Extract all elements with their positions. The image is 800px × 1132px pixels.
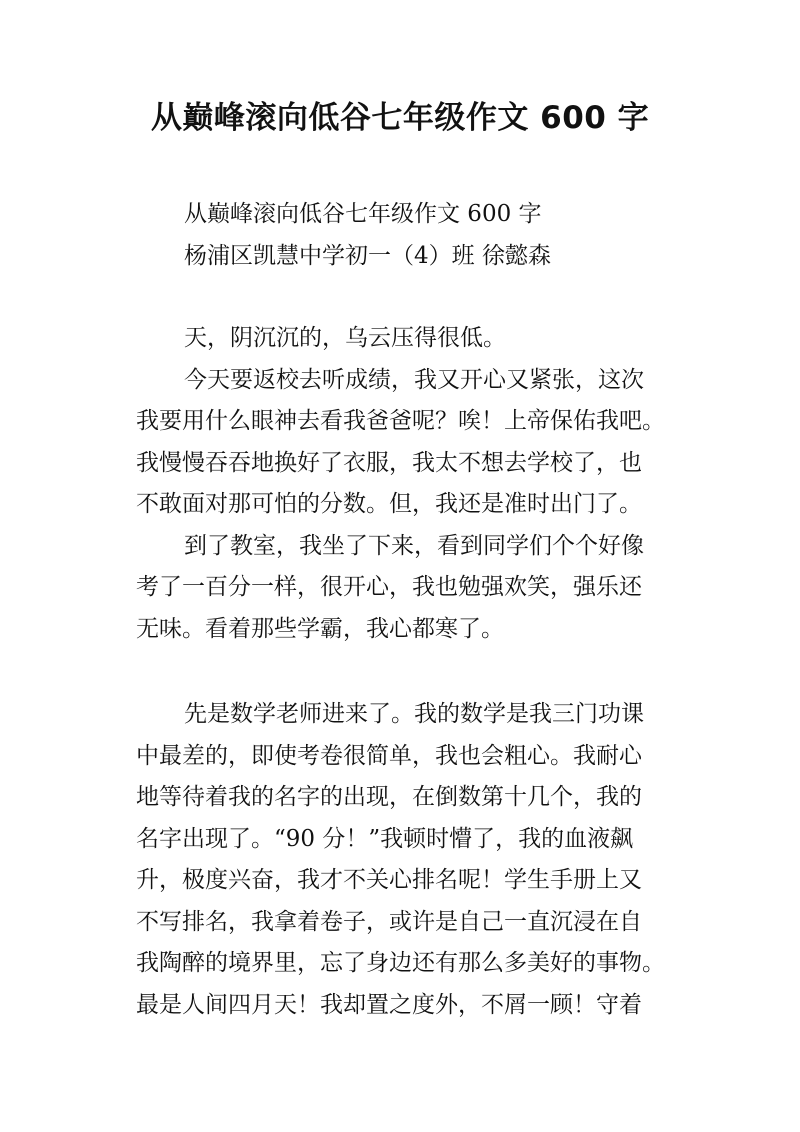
text-line: 地等待着我的名字的出现，在倒数第十几个，我的 xyxy=(136,784,642,810)
text-line: 无味。看着那些学霸，我心都寒了。 xyxy=(136,615,504,642)
text-line: 我要用什么眼神去看我爸爸呢？唉！上帝保佑我吧。 xyxy=(136,408,665,434)
text-line: 我慢慢吞吞地换好了衣服，我太不想去学校了，也 xyxy=(136,449,642,476)
text-line: 名字出现了。“90 分！”我顿时懵了，我的血液飙 xyxy=(136,825,634,852)
text-line: 中最差的，即使考卷很简单，我也会粗心。我耐心 xyxy=(136,742,642,769)
paragraph-section-2 xyxy=(136,694,676,1026)
text-line: 不敢面对那可怕的分数。但，我还是准时出门了。 xyxy=(136,491,642,517)
text-line: 升，极度兴奋，我才不关心排名呢！学生手册上又 xyxy=(136,867,642,893)
text-line: 我陶醉的境界里，忘了身边还有那么多美好的事物。 xyxy=(136,950,665,976)
header-line-title: 从巅峰滚向低谷七年级作文 600 字 xyxy=(184,201,542,227)
text-line: 不写排名，我拿着卷子，或许是自己一直沉浸在自 xyxy=(136,908,642,935)
header-line-author: 杨浦区凯慧中学初一（4）班 徐懿森 xyxy=(184,242,551,269)
text-line: 考了一百分一样，很开心，我也勉强欢笑，强乐还 xyxy=(136,574,642,600)
paragraph-section-1 xyxy=(136,318,676,650)
text-line: 今天要返校去听成绩，我又开心又紧张，这次 xyxy=(184,366,644,393)
text-line: 天，阴沉沉的，乌云压得很低。 xyxy=(184,325,506,351)
text-line: 最是人间四月天！我却置之度外，不屑一顾！守着 xyxy=(136,991,642,1018)
text-line: 到了教室，我坐了下来，看到同学们个个好像 xyxy=(184,532,644,559)
document-title: 从巅峰滚向低谷七年级作文 600 字 xyxy=(150,100,650,136)
header-block xyxy=(136,194,676,277)
text-line: 先是数学老师进来了。我的数学是我三门功课 xyxy=(184,701,644,727)
